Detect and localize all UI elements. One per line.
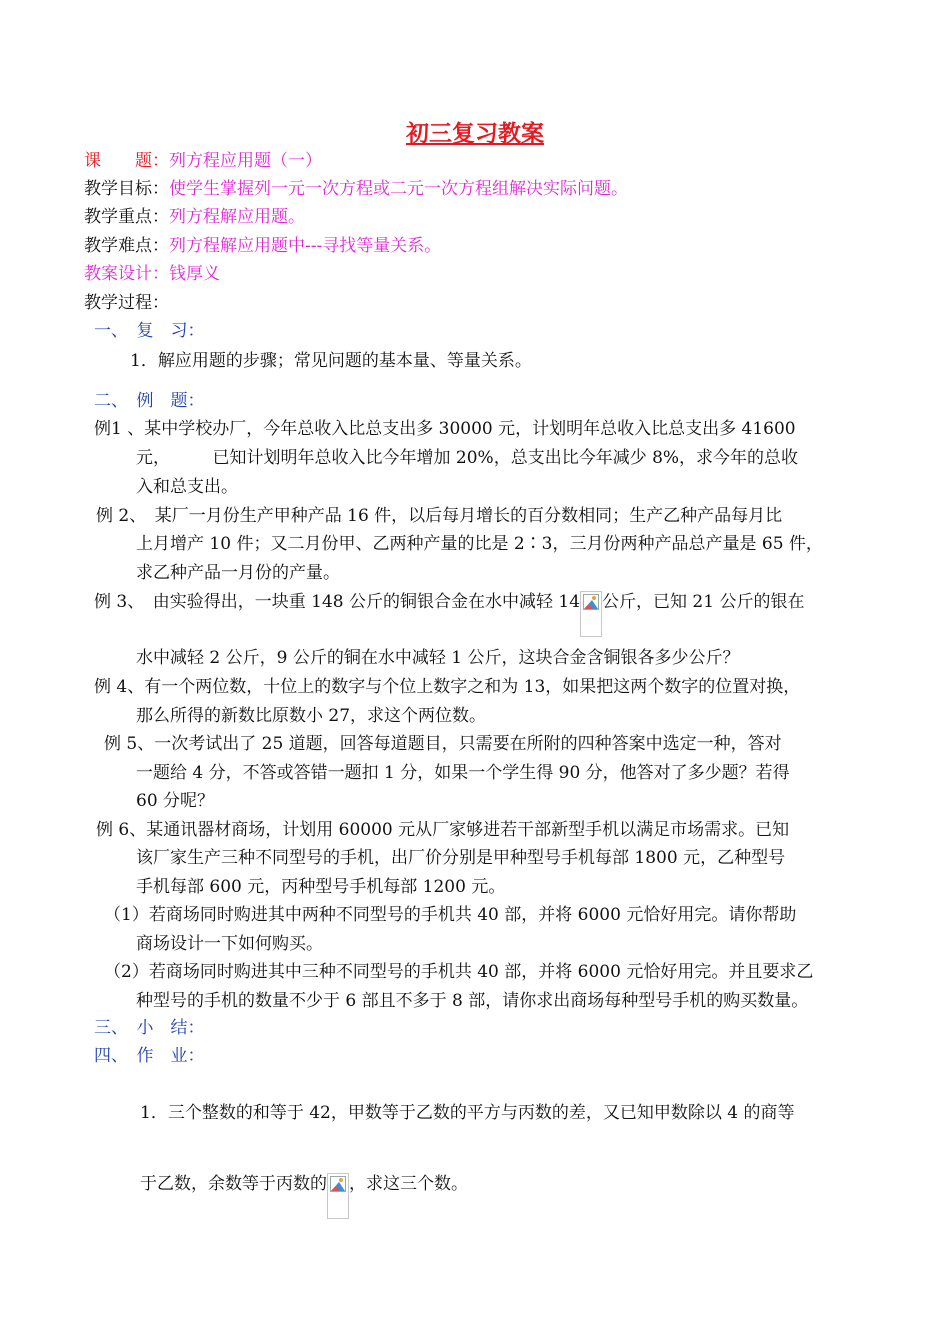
page-title: 初三复习教案: [406, 120, 544, 147]
difficulty-line: [84, 235, 441, 257]
example-6-question-2-line-1: （2）若商场同时购进其中三种不同型号的手机共 40 部，并将 6000 元恰好用完。并且要求乙: [104, 962, 814, 982]
example-1-line-2: 元， 已知计划明年总收入比今年增加 20%，总支出比今年减少 8%，求今年的总收: [136, 448, 799, 468]
topic-value: 列方程应用题（一）: [169, 151, 322, 171]
key-value: 列方程解应用题。: [169, 207, 305, 227]
designer-line: [84, 263, 220, 285]
process-label: 教学过程：: [84, 293, 169, 313]
key-line: [84, 206, 305, 228]
section-review: 一、 复 习：: [94, 321, 205, 341]
goal-label: 教学目标：: [84, 179, 169, 199]
homework-1-line-1: 1．三个整数的和等于 42，甲数等于乙数的平方与丙数的差，又已知甲数除以 4 的商等: [140, 1103, 795, 1123]
example-1-line-1: 例1 、某中学校办厂，今年总收入比总支出多 30000 元，计划明年总收入比总支出多 41600: [94, 419, 796, 439]
example-3-text-a: 例 3、 由实验得出，一块重 148 公斤的铜银合金在水中减轻 14: [94, 592, 581, 612]
example-6-line-3: 手机每部 600 元，丙种型号手机每部 1200 元。: [136, 877, 506, 897]
example-6-line-2: 该厂家生产三种不同型号的手机，出厂价分别是甲种型号手机每部 1800 元，乙种型号: [136, 848, 786, 868]
homework-1-text-b: ，求这三个数。: [349, 1174, 468, 1194]
example-6-question-1-line-1: （1）若商场同时购进其中两种不同型号的手机共 40 部，并将 6000 元恰好用完。请你帮助: [104, 905, 797, 925]
broken-image-icon: [327, 1173, 349, 1219]
example-5-line-1: 例 5、一次考试出了 25 道题，回答每道题目，只需要在所附的四种答案中选定一种，答对: [104, 734, 782, 754]
broken-image-icon: [580, 591, 602, 637]
example-6-question-1-line-2: 商场设计一下如何购买。: [136, 934, 323, 954]
key-label: 教学重点：: [84, 207, 169, 227]
example-4-line-2: 那么所得的新数比原数小 27，求这个两位数。: [136, 706, 487, 726]
review-item: 1．解应用题的步骤；常见问题的基本量、等量关系。: [130, 351, 532, 371]
section-examples: 二、 例 题：: [94, 391, 205, 411]
example-6-question-2-line-2: 种型号的手机的数量不少于 6 部且不多于 8 部，请你求出商场每种型号手机的购买数量。: [136, 991, 809, 1011]
example-4-line-1: 例 4、有一个两位数，十位上的数字与个位上数字之和为 13，如果把这两个数字的位置对换，: [94, 677, 801, 697]
example-5-line-3: 60 分呢？: [136, 791, 215, 811]
example-5-line-2: 一题给 4 分，不答或答错一题扣 1 分，如果一个学生得 90 分，他答对了多少题？若得: [136, 763, 790, 783]
designer-label: 教案设计：: [84, 264, 169, 284]
example-3-line-2: 水中减轻 2 公斤，9 公斤的铜在水中减轻 1 公斤，这块合金含铜银各多少公斤？: [136, 648, 740, 668]
difficulty-label: 教学难点：: [84, 236, 169, 256]
section-summary: 三、 小 结：: [94, 1018, 205, 1038]
section-homework: 四、 作 业：: [94, 1046, 205, 1066]
topic-label: 课 题：: [84, 151, 169, 171]
example-3-text-b: 公斤，已知 21 公斤的银在: [602, 592, 805, 612]
example-6-line-1: 例 6、某通讯器材商场，计划用 60000 元从厂家够进若干部新型手机以满足市场需求。已知: [96, 820, 790, 840]
example-3-line-1: [94, 591, 804, 637]
difficulty-value: 列方程解应用题中---寻找等量关系。: [169, 236, 442, 256]
homework-1-line-2: [140, 1173, 468, 1219]
example-2-line-3: 求乙种产品一月份的产量。: [136, 563, 340, 583]
goal-value: 使学生掌握列一元一次方程或二元一次方程组解决实际问题。: [169, 179, 628, 199]
goal-line: [84, 178, 628, 200]
example-2-line-1: 例 2、 某厂一月份生产甲种产品 16 件，以后每月增长的百分数相同；生产乙种产品每月比: [96, 506, 783, 526]
homework-1-text-a: 于乙数，余数等于丙数的: [140, 1174, 327, 1194]
example-2-line-2: 上月增产 10 件；又二月份甲、乙两种产量的比是 2∶3，三月份两种产品总产量是 65 件，: [136, 534, 823, 554]
example-1-line-3: 入和总支出。: [136, 477, 238, 497]
topic-line: [84, 150, 322, 172]
designer-value: 钱厚义: [169, 264, 220, 284]
